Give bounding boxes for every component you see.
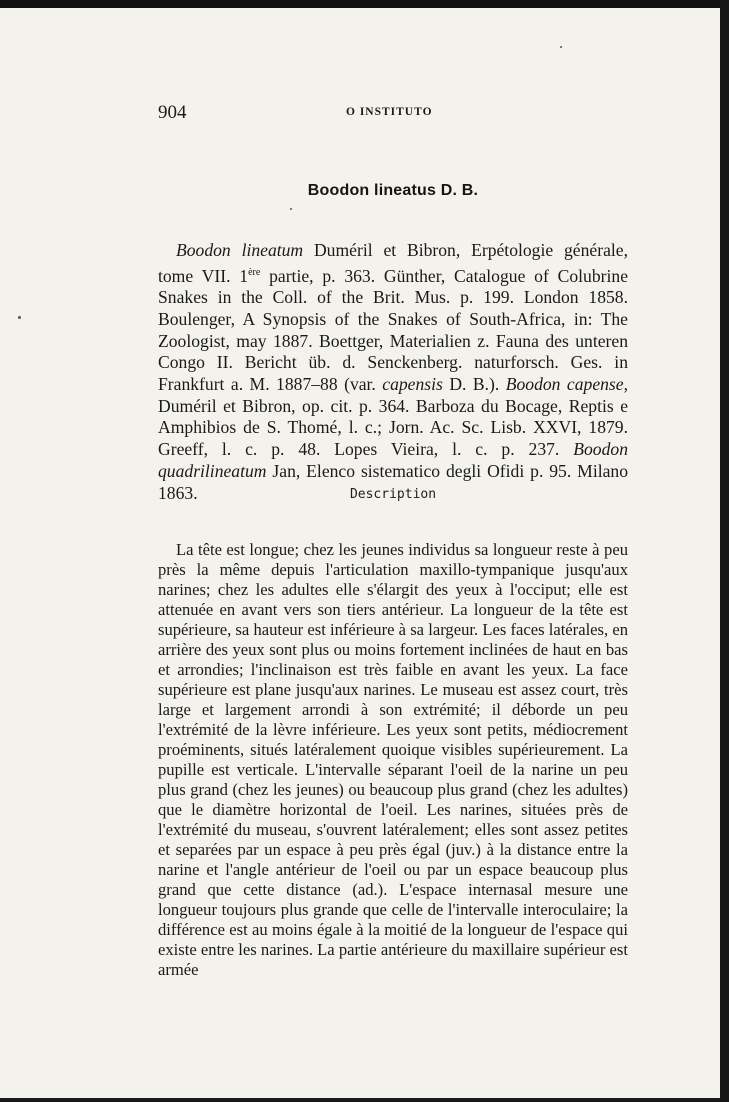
- variety-name: capensis: [382, 374, 443, 395]
- scan-right-edge: [720, 0, 729, 1102]
- description-text: La tête est longue; chez les jeunes individus sa longueur reste à peu près la même depuis l'articulation maxillo-tympanique jusqu'aux narines; chez les adultes elle s'élargit des yeux à l'occiput; elle est attenuée en avant vers son tiers antérieur. La longueur de la tête est supérieure, sa hauteur est inférieure à sa largeur. Les faces latérales, en arrière des yeux sont plus ou moins fortement inclinées de haut en bas et arrondies; l'inclinaison est très faible en avant les yeux. La face supérieure est plane jusqu'aux narines. Le museau est assez court, très large et largement arrondi à son extrémité; il déborde un peu l'extrémité de la lèvre inférieure. Les yeux sont petits, médiocrement proéminents, situés latéralement quoique visibles supérieurement. La pupille est verticale. L'intervalle séparant l'oeil de la narine un peu plus grand (chez les jeunes) ou beaucoup plus grand (chez les adultes) que le diamètre horizontal de l'oeil. Les narines, situées près de l'extrémité du museau, s'ouvrent latéralement; elles sont assez petites et separées par un espace à peu près égal (juv.) à la distance entre la narine et l'angle antérieur de l'oeil ou par un espace beaucoup plus grand que cette distance (ad.). L'espace internasal mesure une longueur toujours plus grande que celle de l'intervalle interoculaire; la différence est au moins égale à la moitié de la longueur de l'espace qui existe entre les narines. La partie antérieure du maxillaire supérieur est armée: [158, 540, 628, 979]
- description-paragraph: [158, 540, 628, 980]
- bibliography-paragraph: [158, 240, 628, 504]
- scan-top-edge: [0, 0, 729, 8]
- biblio-text-2: partie, p. 363. Günther, Catalogue of Colubrine Snakes in the Coll. of the Brit. Mus. p. 199. London 1858. Boulenger, A Synopsis of the Snakes of South-Africa, in: The Zoologist, may 1887. Boettger, Materialien z. Fauna des unteren Congo II. Bericht üb. d. Senckenberg. naturforsch. Ges. in Frankfurt a. M. 1887–88 (var.: [158, 265, 628, 395]
- page-number: 904: [158, 102, 187, 123]
- biblio-text-5: Jan, Elenco sistematico degli Ofidi p. 95. Milano 1863.: [158, 460, 628, 503]
- scan-speck: [290, 208, 292, 210]
- scan-speck: [560, 46, 562, 48]
- species-name-2: Boodon capense,: [505, 374, 628, 395]
- biblio-text-4: Duméril et Bibron, op. cit. p. 364. Barboza du Bocage, Reptis e Amphibios de S. Thomé, l. c.; Jorn. Ac. Sc. Lisb. XXVI, 1879. Greeff, l. c. p. 48. Lopes Vieira, l. c. p. 237.: [158, 395, 628, 460]
- biblio-text-3: D. B.).: [442, 374, 506, 395]
- section-title: Boodon lineatus D. B.: [307, 182, 479, 199]
- scan-speck: [18, 316, 21, 319]
- species-name-3: Boodon quadrilineatum: [158, 439, 628, 481]
- running-head: O INSTITUTO: [346, 106, 433, 118]
- scanned-page: [0, 8, 722, 1098]
- description-heading: Description: [349, 487, 437, 502]
- biblio-text-1: Duméril et Bibron, Erpétologie générale, tome VII. 1: [158, 240, 628, 286]
- species-name: Boodon lineatum: [176, 240, 304, 260]
- biblio-superscript: ère: [248, 266, 261, 278]
